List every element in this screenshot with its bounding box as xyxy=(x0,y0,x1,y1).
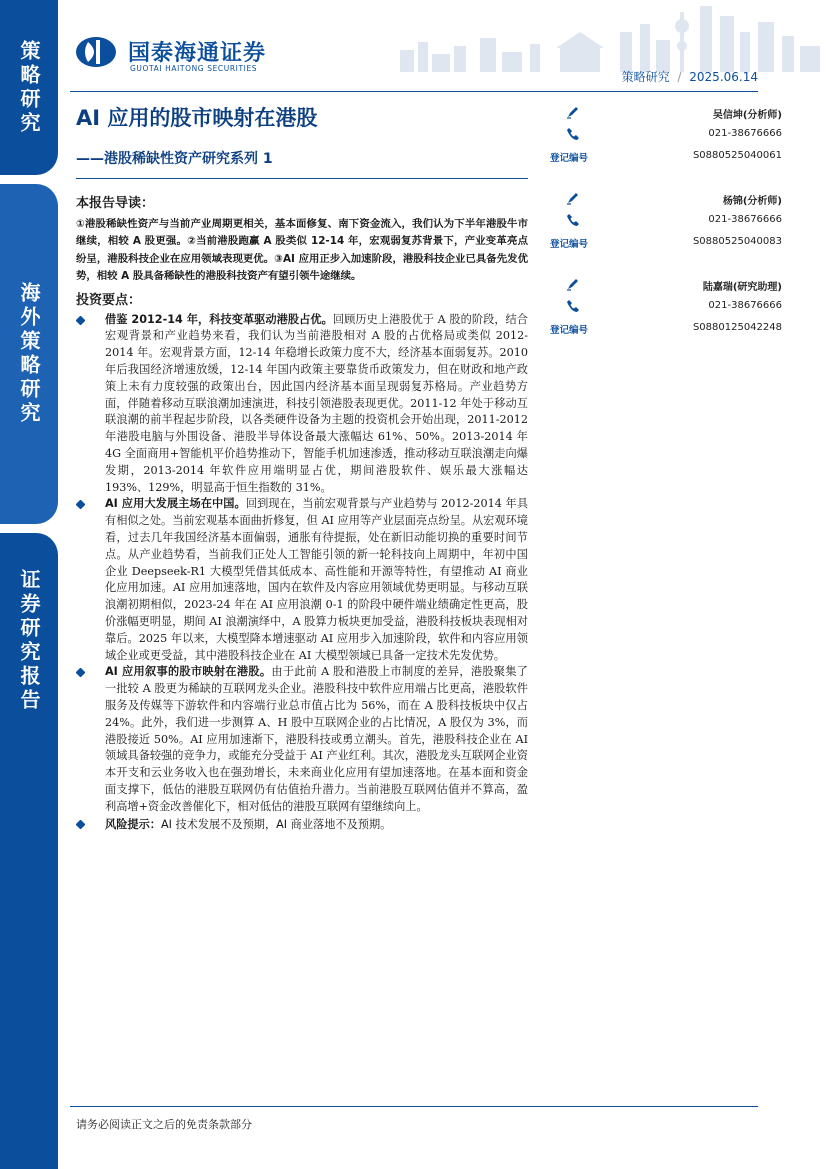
point-lead: AI 应用大发展主场在中国。 xyxy=(105,497,246,511)
pen-icon xyxy=(566,191,580,205)
header-divider xyxy=(70,91,758,92)
meta-separator: / xyxy=(677,70,682,84)
city-skyline-illustration xyxy=(390,2,826,72)
investment-point xyxy=(76,312,528,497)
phone-icon xyxy=(566,299,580,313)
analyst-panel xyxy=(550,104,784,362)
registration-label: 登记编号 xyxy=(550,153,589,164)
risk-text: AI 技术发展不及预期，AI 商业落地不及预期。 xyxy=(160,817,392,831)
sidebar-category-label: 策略研究 xyxy=(17,39,41,136)
analyst-card xyxy=(550,276,784,362)
sidebar-report-type-block xyxy=(0,533,58,1169)
sidebar-report-type-label: 证券研究报告 xyxy=(17,569,41,713)
report-category: 策略研究 xyxy=(621,70,670,84)
report-date: 2025.06.14 xyxy=(689,70,758,84)
pen-icon xyxy=(566,277,580,291)
pen-icon xyxy=(566,105,580,119)
guide-heading: 本报告导读： xyxy=(76,196,155,211)
point-text: 回顾历史上港股优于 A 股的阶段，结合宏观背景和产业趋势来看，我们认为当前港股相对 A 股的占优格局或类似 2012-2014 年。宏观背景方面，12-14 年稳增长政策力度不大，经济基本面弱复苏。2010 年后我国经济增速放缓，12-14 年国内政策主要靠货币政策发力，但在财政和地产政策上未有力度较强的政策出台，因此国内经济基本面呈现弱复苏格局。产业趋势方面，伴随着移动互联浪潮加速演进，科技引领港股表现更优。2011-12 年处于移动互联浪潮的前半程起步阶段，以各类硬件设备为主题的投资机会开始出现，2011-2012 年港股电脑与外围设备、港股半导体设备最大涨幅达 61%、50%。2013-2014 年 4G 全面商用+智能机平价趋势推动下，智能手机加速渗透，推动移动互联浪潮走向爆发期，2013-2014 年软件应用端明显占优，期间港股软件、娱乐最大涨幅达 193%、129%，明显高于恒生指数的 31%。 xyxy=(105,312,528,494)
bullet-icon xyxy=(76,820,85,829)
investment-point xyxy=(76,496,528,664)
report-subtitle: ——港股稀缺性资产研究系列 1 xyxy=(76,151,273,167)
analyst-card xyxy=(550,104,784,190)
analyst-phone: 021-38676666 xyxy=(708,128,782,139)
point-lead: 借鉴 2012-14 年，科技变革驱动港股占优。 xyxy=(105,312,333,326)
risk-lead: 风险提示： xyxy=(105,817,161,831)
registration-number: S0880525040083 xyxy=(692,236,782,247)
analyst-name: 杨锦(分析师) xyxy=(722,196,782,207)
analyst-phone: 021-38676666 xyxy=(708,300,782,311)
brand-name-cn: 国泰海通证券 xyxy=(128,41,267,66)
sidebar-subcategory-label: 海外策略研究 xyxy=(17,282,41,426)
analyst-phone: 021-38676666 xyxy=(708,214,782,225)
report-meta xyxy=(622,68,758,85)
registration-number: S0880125042248 xyxy=(692,322,782,333)
sidebar-category-block xyxy=(0,0,58,175)
page-header xyxy=(70,30,770,92)
brand-name-en: GUOTAI HAITONG SECURITIES xyxy=(130,64,258,73)
analyst-name: 吴信坤(分析师) xyxy=(712,110,782,121)
point-text: 由于此前 A 股和港股上市制度的差异，港股聚集了一批较 A 股更为稀缺的互联网龙头企业。港股科技中软件应用端占比更高，港股软件服务及传媒等下游软件和内容端行业总市值占比为 56%，而在 A 股科技板块中仅占 24%。此外，我们进一步测算 A、H 股中互联网企业的占比情况，A 股仅为 3%，而港股接近 50%。AI 应用加速渐下，港股科技或勇立潮头。首先，港股科技企业在 AI 领域具备较强的竞争力，或能充分受益于 AI 产业红利。其次，港股龙头互联网企业资本开支和云业务收入也在强劲增长，未来商业化应用有望加速落地。在基本面和资金面支撑下，低估的港股互联网仍有估值抬升潜力。当前港股互联网估值并不算高，盈利高增+资金改善催化下，相对低估的港股互联网有望继续向上。 xyxy=(105,665,528,813)
investment-points-heading: 投资要点： xyxy=(76,292,142,308)
risk-warning xyxy=(76,816,528,834)
guide-text: ①港股稀缺性资产与当前产业周期更相关，基本面修复、南下资金流入，我们认为下半年港股牛市继续，相较 A 股更强。②当前港股跑赢 A 股类似 12-14 年，宏观弱复苏背景下，产业变革亮点纷呈，港股科技企业在应用领域表现更优。③AI 应用正步入加速阶段，港股科技企业已具备先发优势，相较 A 股具备稀缺性的港股科技资产有望引领牛途继续。 xyxy=(76,218,528,283)
footer-divider xyxy=(70,1106,758,1107)
bullet-icon xyxy=(76,316,85,325)
point-lead: AI 应用叙事的股市映射在港股。 xyxy=(105,665,272,679)
phone-icon xyxy=(566,213,580,227)
title-divider xyxy=(76,178,528,179)
bullet-icon xyxy=(76,500,85,509)
point-text: 回到现在，当前宏观背景与产业趋势与 2012-2014 年具有相似之处。当前宏观基本面曲折修复，但 AI 应用等产业层面亮点纷呈。从宏观环境看，过去几年我国经济基本面偏弱，通胀有待提振，处在新旧动能切换的重要时间节点。从产业趋势看，当前我们正处人工智能引领的新一轮科技向上周期中，年初中国企业 Deepseek-R1 大模型凭借其低成本、高性能和开源等特性，有望推动 AI 商业化应用加速。AI 应用加速落地，国内在软件及内容应用领域优势更明显。与移动互联浪潮初期相似，2023-24 年在 AI 应用浪潮 0-1 的阶段中硬件端业绩确定性更高，股价涨幅更明显，期间 AI 浪潮演绎中，A 股算力板块更加受益，港股科技板块表现相对靠后。2025 年以来，大模型降本增速驱动 AI 应用步入加速阶段，软件和内容应用领域企业或更受益，其中港股科技企业在 AI 大模型领域已具备一定技术先发优势。 xyxy=(105,497,529,662)
report-title: AI 应用的股市映射在港股 xyxy=(76,106,318,130)
brand-logo-icon xyxy=(74,36,118,68)
analyst-name: 陆嘉瑞(研究助理) xyxy=(702,282,782,293)
footer-disclaimer: 请务必阅读正文之后的免责条款部分 xyxy=(76,1118,252,1131)
analyst-card xyxy=(550,190,784,276)
bullet-icon xyxy=(76,668,85,677)
registration-label: 登记编号 xyxy=(550,239,589,250)
report-body xyxy=(76,192,528,834)
sidebar xyxy=(0,0,58,1169)
investment-point xyxy=(76,664,528,815)
registration-number: S0880525040061 xyxy=(692,150,782,161)
sidebar-subcategory-block xyxy=(0,184,58,524)
phone-icon xyxy=(566,127,580,141)
registration-label: 登记编号 xyxy=(550,325,589,336)
